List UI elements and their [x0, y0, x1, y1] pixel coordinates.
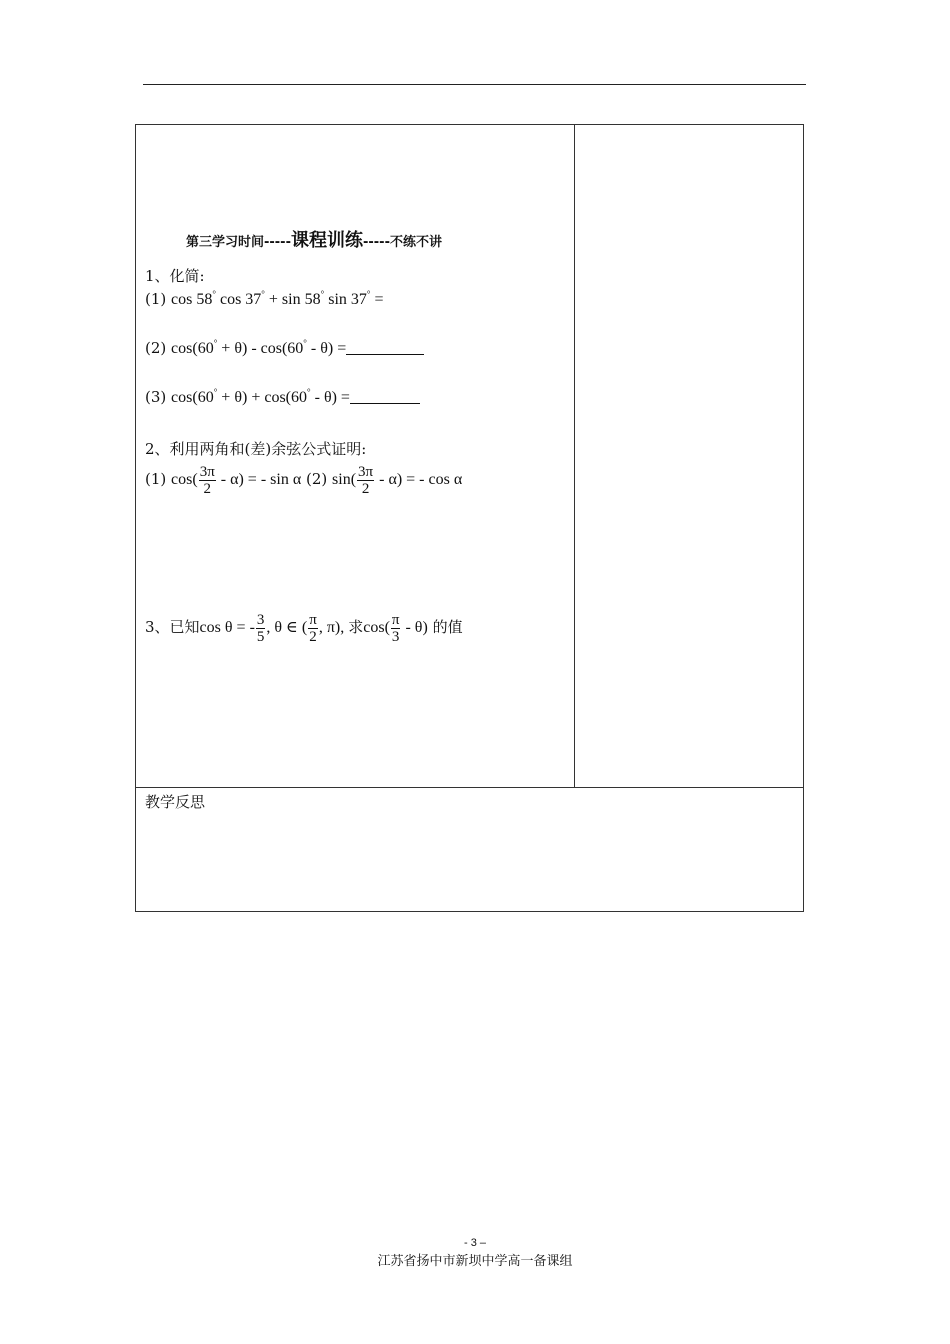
question-1-item-1: [145, 289, 384, 309]
math-expression: cos θ = - $\frac{3}{5}$ , θ ∈ ( $\frac{\pi}{2}$ , π),: [199, 612, 349, 645]
page-number: - 3 –: [463, 1237, 486, 1249]
item-label: (1): [145, 290, 167, 308]
math-expression-2: cos( $\frac{\pi}{3}$ - θ): [363, 612, 428, 645]
question-2-items: [145, 464, 462, 497]
question-1-title: 1、化简:: [145, 267, 205, 285]
math-expression: cos(60° + θ) + cos(60° - θ) =: [171, 387, 350, 406]
fraction: $\frac{\pi}{3}$: [391, 612, 400, 645]
question-3-ask: 求: [348, 618, 364, 637]
question-1-item-2: [145, 338, 424, 358]
item-label: (3): [145, 388, 167, 406]
question-3-prefix: 3、已知: [145, 618, 200, 637]
footer-organization: 江苏省扬中市新坝中学高一备课组: [377, 1254, 573, 1269]
math-expression: cos(60° + θ) - cos(60° - θ) =: [171, 338, 347, 357]
question-3: [145, 612, 463, 645]
item-label: (2): [145, 339, 167, 357]
question-1-item-3: [145, 387, 420, 407]
section-title-part1: 第三学习时间-----: [186, 235, 291, 250]
header-rule: [143, 84, 806, 85]
fraction: $\frac{3}{5}$: [256, 612, 265, 645]
fraction: $\frac{\pi}{2}$: [309, 612, 317, 645]
math-expression-2: sin( $\frac{3\pi}{2}$ - α) = - cos α: [332, 464, 463, 497]
math-expression-1: cos( $\frac{3\pi}{2}$ - α) = - sin α: [171, 464, 302, 497]
question-3-suffix: 的值: [427, 618, 463, 637]
item-label: (1): [145, 470, 167, 489]
section-title-part3: -----不练不讲: [362, 235, 442, 250]
math-expression: cos 58° cos 37° + sin 58° sin 37° =: [171, 289, 384, 308]
answer-blank[interactable]: [350, 389, 420, 404]
fraction: $\frac{3\pi}{2}$: [199, 464, 215, 497]
answer-blank[interactable]: [346, 340, 424, 355]
item-label: (2): [306, 470, 328, 489]
teaching-reflection-label: 教学反思: [145, 793, 206, 811]
section-title-part2: 课程训练: [290, 230, 363, 251]
section-title: [186, 226, 442, 252]
column-divider: [574, 124, 575, 787]
fraction: $\frac{3\pi}{2}$: [358, 464, 374, 497]
row-divider: [135, 787, 804, 788]
question-2-title: 2、利用两角和(差)余弦公式证明:: [145, 440, 367, 458]
